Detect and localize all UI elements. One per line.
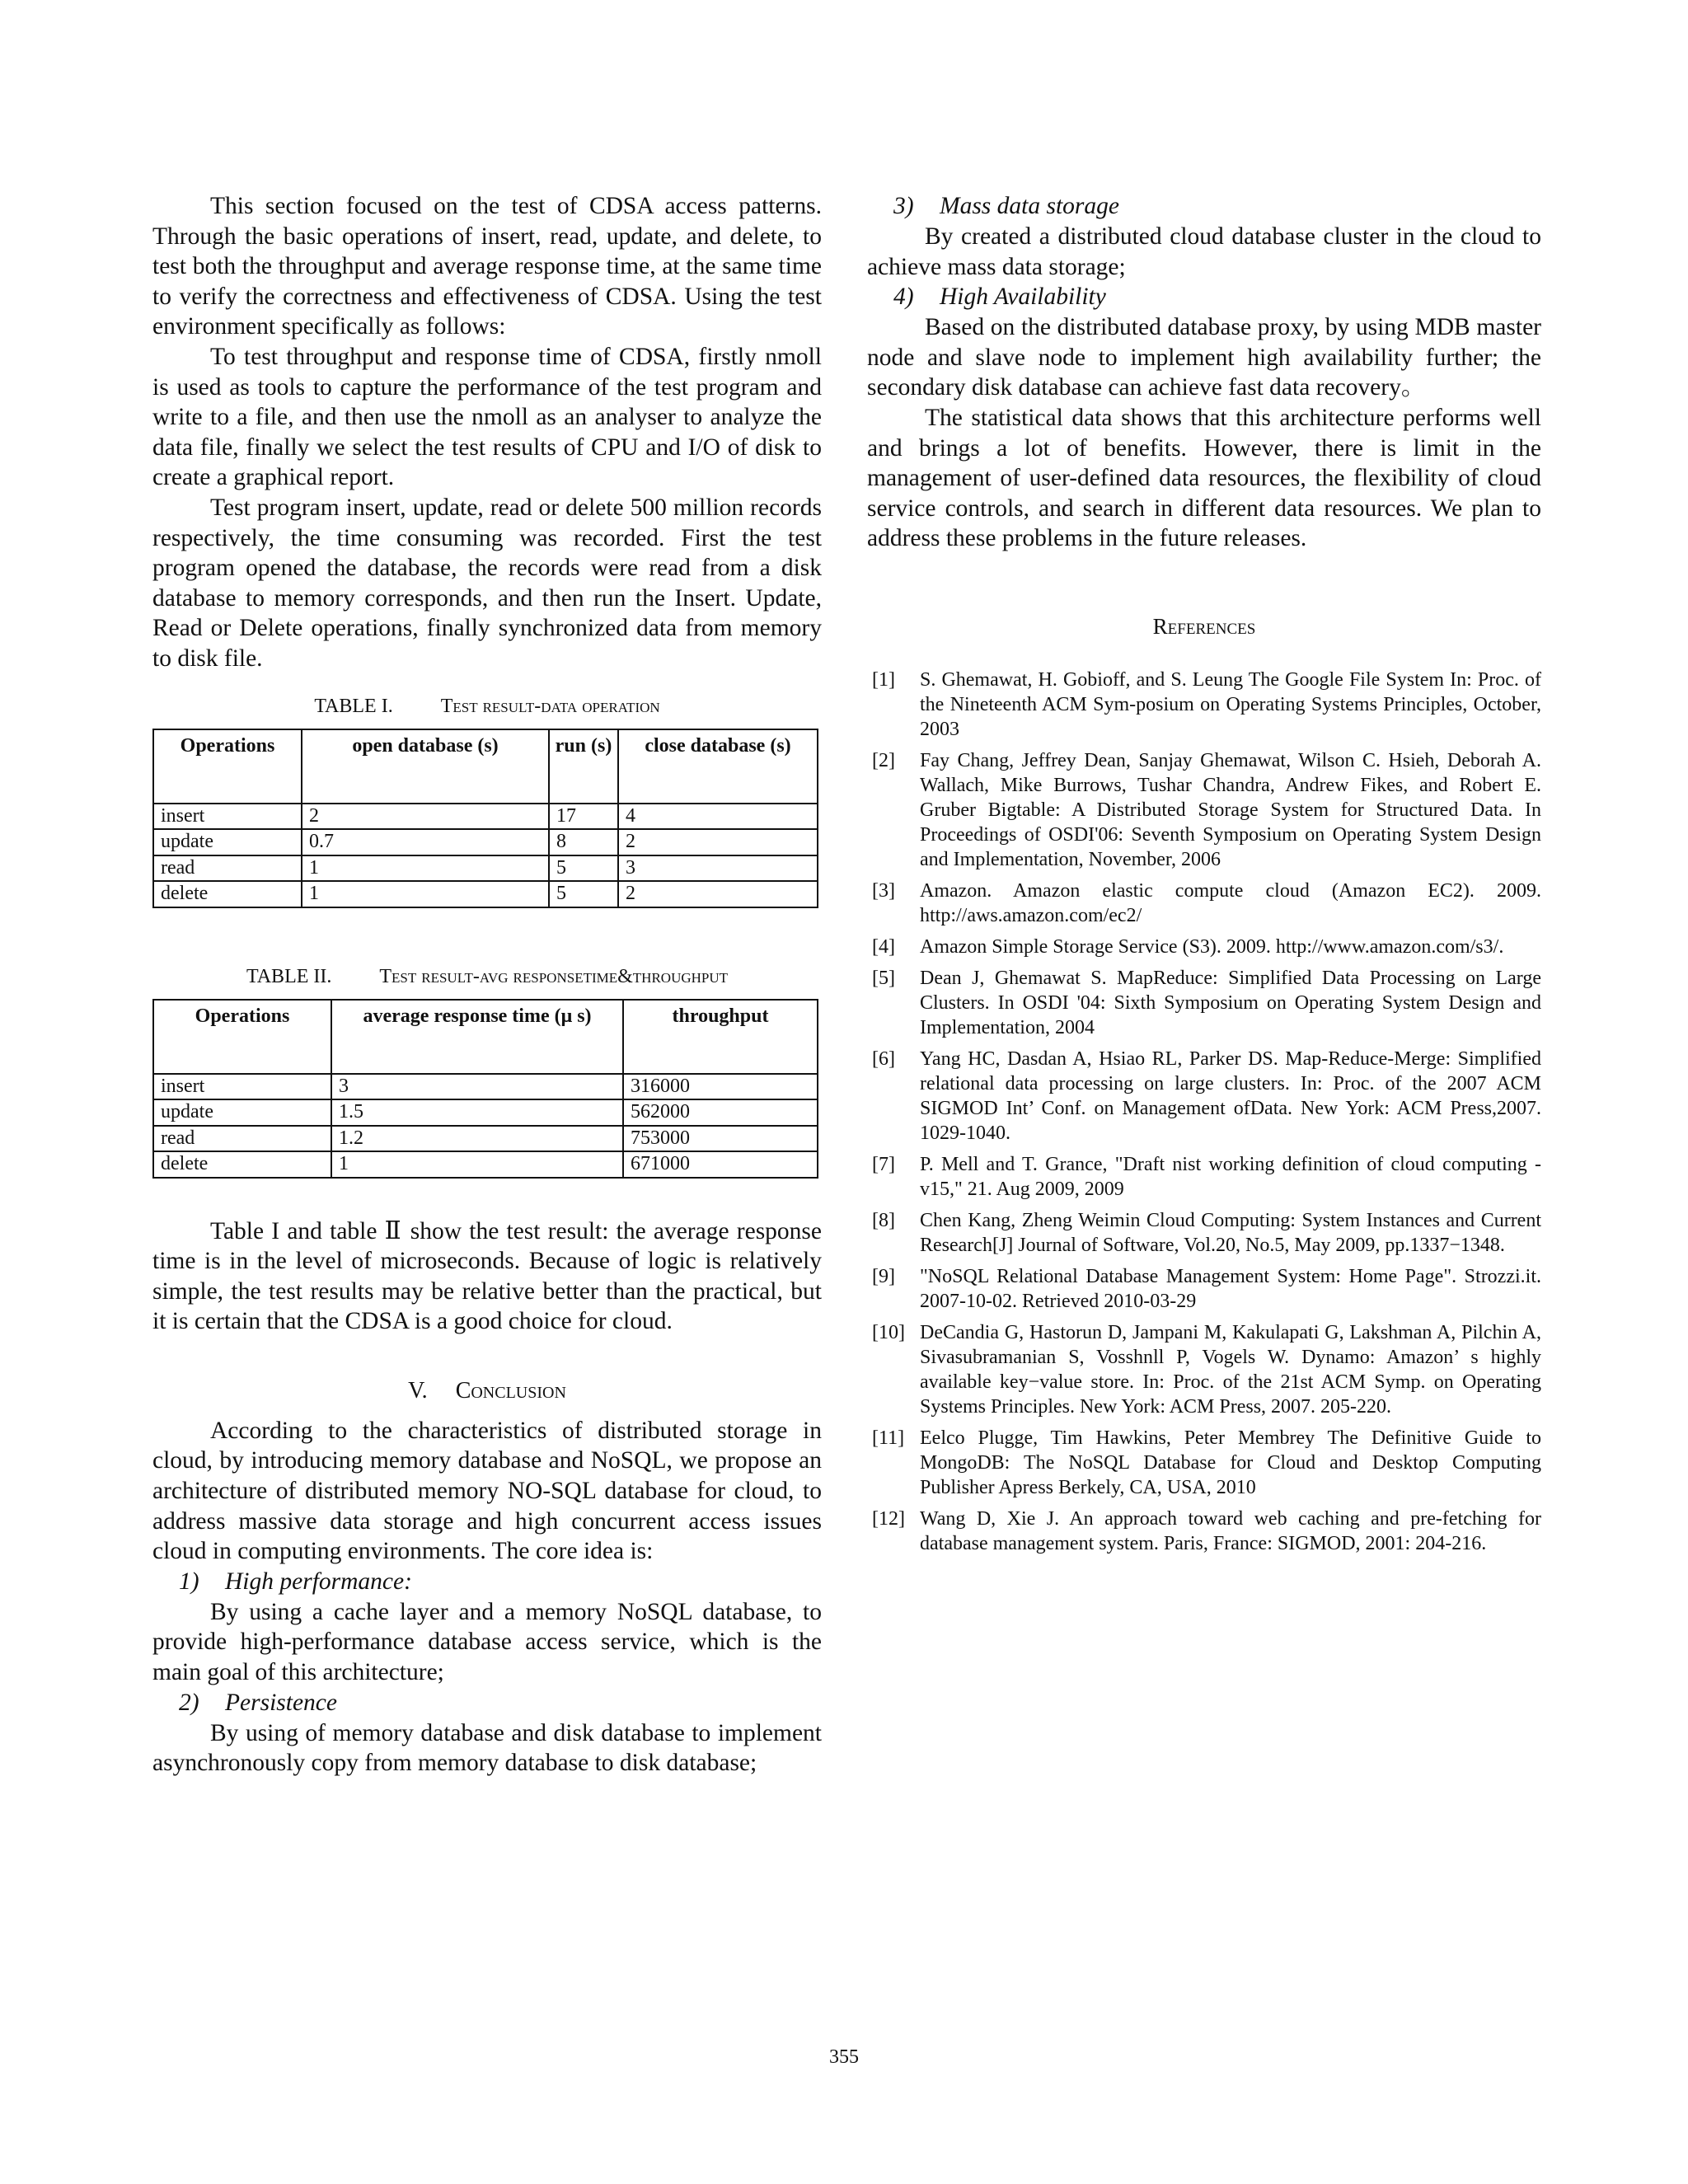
- result-paragraph: Table I and table Ⅱ show the test result: the average response time is in the level of microseconds. Because of logic is relatively simple, the test results may be relative better than the practical, but it is certain that the CDSA is a good choice for cloud.: [152, 1217, 822, 1335]
- table1-header-row: [153, 729, 818, 804]
- right-column: [867, 191, 1541, 1563]
- reference-text: Dean J, Ghemawat S. MapReduce: Simplified Data Processing on Large Clusters. In OSDI '04: Sixth Symposium on Operating System Design and Implementation, 2004: [920, 967, 1541, 1038]
- table-cell: 2: [618, 881, 818, 907]
- table-cell: 4: [618, 804, 818, 830]
- table-row: [153, 881, 818, 907]
- reference-number: [12]: [872, 1507, 905, 1530]
- table-cell: 5: [549, 881, 618, 907]
- reference-text: Chen Kang, Zheng Weimin Cloud Computing: System Instances and Current Research[J] Journal of Software, Vol.20, No.5, May 2009, pp.1337−1348.: [920, 1209, 1541, 1256]
- references-list: [867, 668, 1541, 1556]
- reference-text: Amazon. Amazon elastic compute cloud (Amazon EC2). 2009. http://aws.amazon.com/ec2/: [920, 879, 1541, 926]
- reference-item: [867, 668, 1541, 742]
- reference-text: DeCandia G, Hastorun D, Jampani M, Kakulapati G, Lakshman A, Pilchin A, Sivasubramanian S, Vosshnll P, Vogels W. Dynamo: Amazon’ s highly available key−value store. In: Proc. of the 21st ACM Symp. on Operating Systems Principles. New York: ACM Press, 2007. 205-220.: [920, 1321, 1541, 1418]
- table-row: [153, 1099, 818, 1126]
- table-cell: read: [153, 1126, 331, 1152]
- table-row: [153, 804, 818, 830]
- item4-heading: [867, 282, 1541, 312]
- conclusion-heading: [152, 1376, 822, 1406]
- table2-label: TABLE II.: [246, 965, 332, 987]
- table2-title: Test result-avg responsetime&throughput: [379, 965, 729, 987]
- table-cell: 671000: [623, 1151, 818, 1178]
- table-cell: insert: [153, 804, 302, 830]
- item1-title: High performance:: [225, 1568, 412, 1595]
- table-cell: delete: [153, 1151, 331, 1178]
- table-cell: 1.5: [331, 1099, 623, 1126]
- item4-number: 4): [893, 284, 914, 311]
- reference-text: Eelco Plugge, Tim Hawkins, Peter Membrey The Definitive Guide to MongoDB: The NoSQL Database for Cloud and Desktop Computing Publisher Apress Berkely, CA, USA, 2010: [920, 1427, 1541, 1498]
- references-heading: References: [1152, 613, 1256, 639]
- table1-label: TABLE I.: [314, 695, 393, 717]
- item2-number: 2): [179, 1689, 199, 1716]
- reference-text: Yang HC, Dasdan A, Hsiao RL, Parker DS. Map-Reduce-Merge: Simplified relational data processing on large clusters. In: Proc. of the 2007 ACM SIGMOD Int’ Conf. on Management ofData. New York: ACM Press,2007. 1029-1040.: [920, 1047, 1541, 1144]
- table-cell: read: [153, 855, 302, 882]
- left-column: [152, 191, 822, 1779]
- item2-title: Persistence: [225, 1689, 337, 1716]
- item4-title: High Availability: [940, 284, 1106, 311]
- table1: [152, 729, 818, 908]
- item3-title: Mass data storage: [940, 193, 1119, 219]
- table-cell: 3: [331, 1074, 623, 1100]
- table-cell: 5: [549, 855, 618, 882]
- reference-number: [5]: [872, 967, 895, 989]
- reference-number: [1]: [872, 668, 895, 691]
- reference-number: [3]: [872, 879, 895, 902]
- table-cell: insert: [153, 1074, 331, 1100]
- reference-number: [2]: [872, 749, 895, 771]
- page-number: 355: [829, 2046, 859, 2068]
- table-cell: 17: [549, 804, 618, 830]
- item1-heading: [152, 1567, 822, 1597]
- reference-text: "NoSQL Relational Database Management System: Home Page". Strozzi.it. 2007-10-02. Retrieved 2010-03-29: [920, 1265, 1541, 1312]
- reference-item: [867, 1507, 1541, 1556]
- reference-text: Wang D, Xie J. An approach toward web caching and pre-fetching for database management system. Paris, France: SIGMOD, 2001: 204-216.: [920, 1507, 1541, 1554]
- table-cell: delete: [153, 881, 302, 907]
- reference-number: [10]: [872, 1321, 905, 1343]
- table2-caption: [152, 964, 822, 989]
- reference-item: [867, 1047, 1541, 1146]
- table1-header: close database (s): [618, 729, 818, 804]
- item1-text: By using a cache layer and a memory NoSQL database, to provide high-performance database access service, which is the main goal of this architecture;: [152, 1598, 822, 1686]
- table1-header: open database (s): [302, 729, 549, 804]
- closing-paragraph: The statistical data shows that this architecture performs well and brings a lot of benefits. However, there is limit in the management of user-defined data resources, the flexibility of cloud service controls, and search in different data resources. We plan to address these problems in the future releases.: [867, 404, 1541, 552]
- table-row: [153, 1151, 818, 1178]
- reference-text: Amazon Simple Storage Service (S3). 2009. http://www.amazon.com/s3/.: [920, 935, 1504, 958]
- reference-item: [867, 1426, 1541, 1500]
- reference-text: P. Mell and T. Grance, "Draft nist working definition of cloud computing - v15," 21. Aug 2009, 2009: [920, 1153, 1541, 1200]
- table-cell: 8: [549, 829, 618, 855]
- table-cell: update: [153, 829, 302, 855]
- reference-number: [9]: [872, 1265, 895, 1287]
- conclusion-heading-number: V.: [408, 1377, 428, 1404]
- reference-item: [867, 748, 1541, 872]
- reference-text: S. Ghemawat, H. Gobioff, and S. Leung The Google File System In: Proc. of the Nineteenth ACM Sym-posium on Operating Systems Principles, October, 2003: [920, 668, 1541, 740]
- reference-number: [6]: [872, 1047, 895, 1070]
- table1-title: Test result-data operation: [440, 695, 660, 717]
- item2-heading: [152, 1688, 822, 1718]
- reference-item: [867, 966, 1541, 1040]
- reference-item: [867, 1320, 1541, 1419]
- item2-text: By using of memory database and disk database to implement asynchronously copy from memory database to disk database;: [152, 1719, 822, 1777]
- item4-text: Based on the distributed database proxy, by using MDB master node and slave node to implement high availability further; the secondary disk database can achieve fast data recovery。: [867, 314, 1541, 401]
- conclusion-paragraph: According to the characteristics of distributed storage in cloud, by introducing memory database and NoSQL, we propose an architecture of distributed memory NO-SQL database for cloud, to address massive data storage and high concurrent access issues cloud in computing environments. The core idea is:: [152, 1417, 822, 1565]
- table-cell: 753000: [623, 1126, 818, 1152]
- reference-number: [8]: [872, 1209, 895, 1231]
- table-cell: 1: [302, 881, 549, 907]
- item3-heading: [867, 191, 1541, 222]
- table2: [152, 999, 818, 1179]
- table2-header: throughput: [623, 1000, 818, 1074]
- table1-header: Operations: [153, 729, 302, 804]
- reference-item: [867, 1208, 1541, 1258]
- conclusion-heading-title: Conclusion: [455, 1377, 566, 1404]
- reference-number: [11]: [872, 1427, 905, 1449]
- table1-caption: [152, 694, 822, 719]
- table-cell: 1: [302, 855, 549, 882]
- reference-text: Fay Chang, Jeffrey Dean, Sanjay Ghemawat, Wilson C. Hsieh, Deborah A. Wallach, Mike Burrows, Tushar Chandra, Andrew Fikes, and Robert E. Gruber Bigtable: A Distributed Storage System for Structured Data. In Proceedings of OSDI'06: Seventh Symposium on Operating System Design and Implementation, November, 2006: [920, 749, 1541, 870]
- reference-item: [867, 1152, 1541, 1202]
- table-row: [153, 855, 818, 882]
- table-row: [153, 1074, 818, 1100]
- table2-header: average response time (μ s): [331, 1000, 623, 1074]
- table-cell: update: [153, 1099, 331, 1126]
- table-row: [153, 1126, 818, 1152]
- table-cell: 3: [618, 855, 818, 882]
- intro-paragraph-1: This section focused on the test of CDSA access patterns. Through the basic operations of insert, read, update, and delete, to test both the throughput and average response time, at the same time to verify the correctness and effectiveness of CDSA. Using the test environment specifically as follows:: [152, 193, 822, 340]
- table-cell: 316000: [623, 1074, 818, 1100]
- item3-number: 3): [893, 193, 914, 219]
- table1-header: run (s): [549, 729, 618, 804]
- intro-paragraph-2: To test throughput and response time of CDSA, firstly nmoll is used as tools to capture the performance of the test program and write to a file, and then use the nmoll as an analyser to analyze the data file, finally we select the test results of CPU and I/O of disk to create a graphical report.: [152, 343, 822, 491]
- table-cell: 0.7: [302, 829, 549, 855]
- table2-header: Operations: [153, 1000, 331, 1074]
- reference-number: [4]: [872, 935, 895, 958]
- table-cell: 2: [302, 804, 549, 830]
- reference-item: [867, 879, 1541, 928]
- reference-item: [867, 1264, 1541, 1314]
- item3-text: By created a distributed cloud database cluster in the cloud to achieve mass data storage;: [867, 223, 1541, 280]
- table-cell: 562000: [623, 1099, 818, 1126]
- table2-header-row: [153, 1000, 818, 1074]
- table-cell: 1: [331, 1151, 623, 1178]
- intro-paragraph-3: Test program insert, update, read or delete 500 million records respectively, the time consuming was recorded. First the test program opened the database, the records were read from a disk database to memory corresponds, and then run the Insert. Update, Read or Delete operations, finally synchronized data from memory to disk file.: [152, 494, 822, 672]
- table-row: [153, 829, 818, 855]
- reference-item: [867, 935, 1541, 959]
- item1-number: 1): [179, 1568, 199, 1595]
- table-cell: 1.2: [331, 1126, 623, 1152]
- table-cell: 2: [618, 829, 818, 855]
- reference-number: [7]: [872, 1153, 895, 1175]
